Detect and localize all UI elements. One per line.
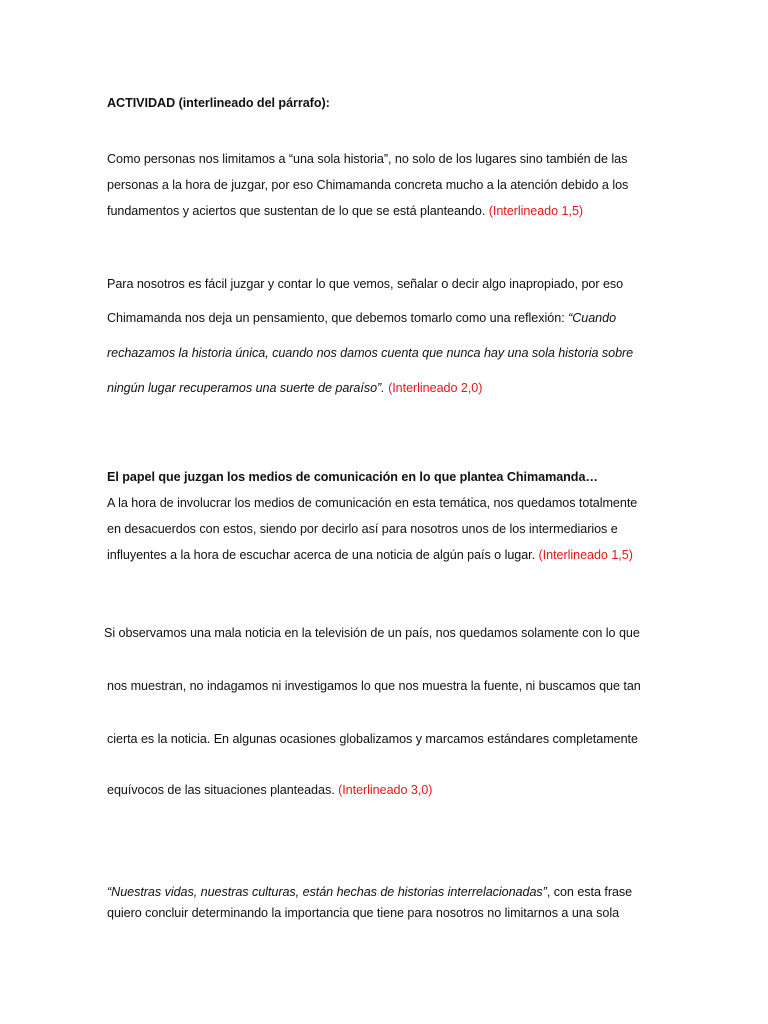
activity-heading: ACTIVIDAD (interlineado del párrafo): — [107, 96, 330, 110]
paragraph-2-line-3: rechazamos la historia única, cuando nos damos cuenta que nunca hay una sola historia sobre — [107, 346, 634, 360]
closing-quote: “Nuestras vidas, nuestras culturas, están hechas de historias interrelacionadas” — [107, 885, 547, 899]
section-heading: El papel que juzgan los medios de comunicación en lo que plantea Chimamanda… — [107, 470, 598, 484]
paragraph-1-line-3-text: fundamentos y aciertos que sustentan de lo que se está planteando. — [107, 204, 486, 218]
quote-start: “Cuando — [568, 311, 617, 325]
paragraph-5-line-2: quiero concluir determinando la importancia que tiene para nosotros no limitarnos a una sola — [107, 906, 620, 920]
paragraph-4-line-2: nos muestran, no indagamos ni investigamos lo que nos muestra la fuente, ni buscamos que tan — [107, 679, 641, 693]
paragraph-4-line-3: cierta es la noticia. En algunas ocasiones globalizamos y marcamos estándares completamente — [107, 732, 638, 746]
spacing-annotation-1: (Interlineado 1,5) — [488, 204, 584, 218]
paragraph-4-line-4-text: equívocos de las situaciones planteadas. — [107, 783, 335, 797]
paragraph-3-line-1: A la hora de involucrar los medios de comunicación en esta temática, nos quedamos totalmente — [107, 496, 638, 510]
paragraph-2-line-1: Para nosotros es fácil juzgar y contar lo que vemos, señalar o decir algo inapropiado, por eso — [107, 277, 624, 291]
quote-end: ningún lugar recuperamos una suerte de paraíso”. — [107, 381, 385, 395]
paragraph-1-line-2: personas a la hora de juzgar, por eso Chimamanda concreta mucho a la atención debido a los — [107, 178, 629, 192]
paragraph-3-line-2: en desacuerdos con estos, siendo por decirlo así para nosotros unos de los intermediarios e — [107, 522, 618, 536]
paragraph-4-line-4 — [107, 783, 432, 797]
paragraph-1-line-1: Como personas nos limitamos a “una sola historia”, no solo de los lugares sino también de las — [107, 152, 628, 166]
spacing-annotation-2: (Interlineado 2,0) — [388, 381, 483, 395]
paragraph-5-line-1-rest: , con esta frase — [546, 885, 633, 899]
paragraph-3-line-3 — [107, 548, 633, 562]
paragraph-2-line-2 — [107, 311, 616, 325]
paragraph-1-line-3 — [107, 204, 583, 218]
paragraph-2-line-2-text: Chimamanda nos deja un pensamiento, que debemos tomarlo como una reflexión: — [107, 311, 565, 325]
spacing-annotation-3: (Interlineado 1,5) — [538, 548, 633, 562]
paragraph-3-line-3-text: influyentes a la hora de escuchar acerca de una noticia de algún país o lugar. — [107, 548, 536, 562]
paragraph-4-line-1: Si observamos una mala noticia en la televisión de un país, nos quedamos solamente con lo que — [104, 626, 640, 640]
paragraph-5-line-1 — [107, 885, 632, 899]
spacing-annotation-4: (Interlineado 3,0) — [338, 783, 433, 797]
paragraph-2-line-4 — [107, 381, 482, 395]
